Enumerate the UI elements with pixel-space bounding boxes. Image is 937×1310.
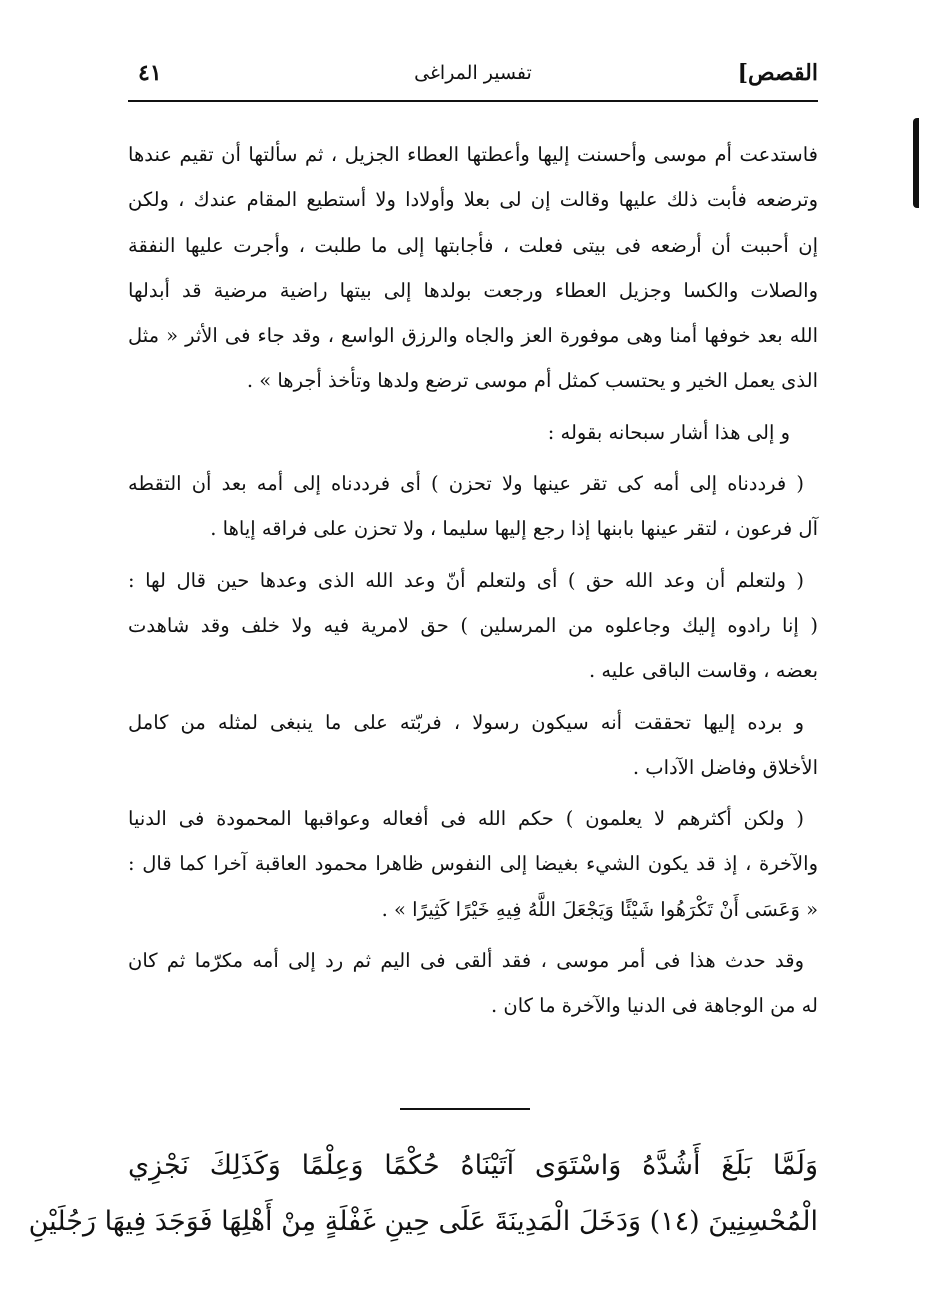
- text-line: ( ولكن أكثرهم لا يعلمون ) حكم الله فى أفعاله وعواقبها المحمودة فى الدنيا: [128, 807, 804, 831]
- quran-verse: [28, 1138, 818, 1250]
- text-line: وترضعه فأبت ذلك عليها وقالت إن لى بعلا وأولادا ولا أستطيع المقام عندك ، ولكن: [128, 188, 818, 212]
- book-title: تفسير المراغى: [414, 62, 532, 84]
- text-line: والصلات والكسا وجزيل العطاء ورجعت بولدها إلى بيتها راضية مرضية قد أبدلها: [128, 278, 818, 302]
- text-line: الله بعد خوفها أمنا وهى موفورة العز والجاه والرزق الواسع ، وقد جاء فى الأثر « مثل: [128, 324, 818, 348]
- text-line: آل فرعون ، لتقر عينها بابنها إذا رجع إليها سليما ، ولا تحزن على فراقه إياها .: [210, 517, 818, 541]
- text-line: له من الوجاهة فى الدنيا والآخرة ما كان .: [491, 994, 818, 1018]
- text-line: « وَعَسَى أَنْ تَكْرَهُوا شَيْئًا وَيَجْعَلَ اللَّهُ فِيهِ خَيْرًا كَثِيرًا » .: [381, 897, 818, 921]
- text-line: ( فرددناه إلى أمه كى تقر عينها ولا تحزن ) أى فرددناه إلى أمه بعد أن التقطه: [128, 472, 804, 496]
- page-number: ٤١: [138, 60, 162, 86]
- text-line: إن أحببت أن أرضعه فى بيتى فعلت ، فأجابتها إلى ما طلبت ، وأجرت عليها النفقة: [128, 233, 818, 257]
- text-line: فاستدعت أم موسى وأحسنت إليها وأعطتها العطاء الجزيل ، ثم سألتها أن تقيم عندها: [128, 143, 818, 166]
- text-line: الأخلاق وفاضل الآداب .: [632, 755, 818, 779]
- text-line: بعضه ، وقاست الباقى عليه .: [588, 659, 818, 683]
- text-line: الذى يعمل الخير و يحتسب كمثل أم موسى ترضع ولدها وتأخذ أجرها » .: [246, 369, 818, 393]
- paragraph-7: [128, 938, 818, 1029]
- paragraph-5: [128, 700, 818, 791]
- surah-name: القصص]: [737, 60, 818, 86]
- page-header: [128, 56, 818, 96]
- text-line: ( ولتعلم أن وعد الله حق ) أى ولتعلم أنّ وعد الله الذى وعدها حين قال لها :: [128, 568, 804, 592]
- paragraph-6: [128, 796, 818, 932]
- text-line: و إلى هذا أشار سبحانه بقوله :: [547, 420, 790, 444]
- body-text: [128, 132, 818, 1035]
- header-rule: [128, 100, 818, 102]
- text-line: و برده إليها تحققت أنه سيكون رسولا ، فربّته على ما ينبغى لمثله من كامل: [128, 710, 804, 734]
- paragraph-3: [128, 461, 818, 552]
- verse-line: وَلَمَّا بَلَغَ أَشُدَّهُ وَاسْتَوَى آتَيْنَاهُ حُكْمًا وَعِلْمًا وَكَذَلِكَ نَجْزِي: [128, 1150, 818, 1181]
- verse-line: الْمُحْسِنِينَ (١٤) وَدَخَلَ الْمَدِينَةَ عَلَى حِينِ غَفْلَةٍ مِنْ أَهْلِهَا فَوَجَدَ فِيهَا رَجُلَيْنِ: [28, 1206, 818, 1237]
- paragraph-4: [128, 558, 818, 694]
- margin-bracket-mark: [913, 118, 931, 208]
- paragraph-1: [128, 132, 818, 404]
- paragraph-2: [128, 410, 818, 455]
- text-line: وقد حدث هذا فى أمر موسى ، فقد ألقى فى اليم ثم رد إلى أمه مكرّما ثم كان: [128, 949, 804, 973]
- text-line: والآخرة ، إذ قد يكون الشيء بغيضا إلى النفوس ظاهرا محمود العاقبة آخرا كما قال :: [128, 852, 818, 876]
- section-divider: [400, 1108, 530, 1110]
- text-line: ( إنا رادوه إليك وجاعلوه من المرسلين ) حق لامرية فيه ولا خلف وقد شاهدت: [128, 613, 818, 637]
